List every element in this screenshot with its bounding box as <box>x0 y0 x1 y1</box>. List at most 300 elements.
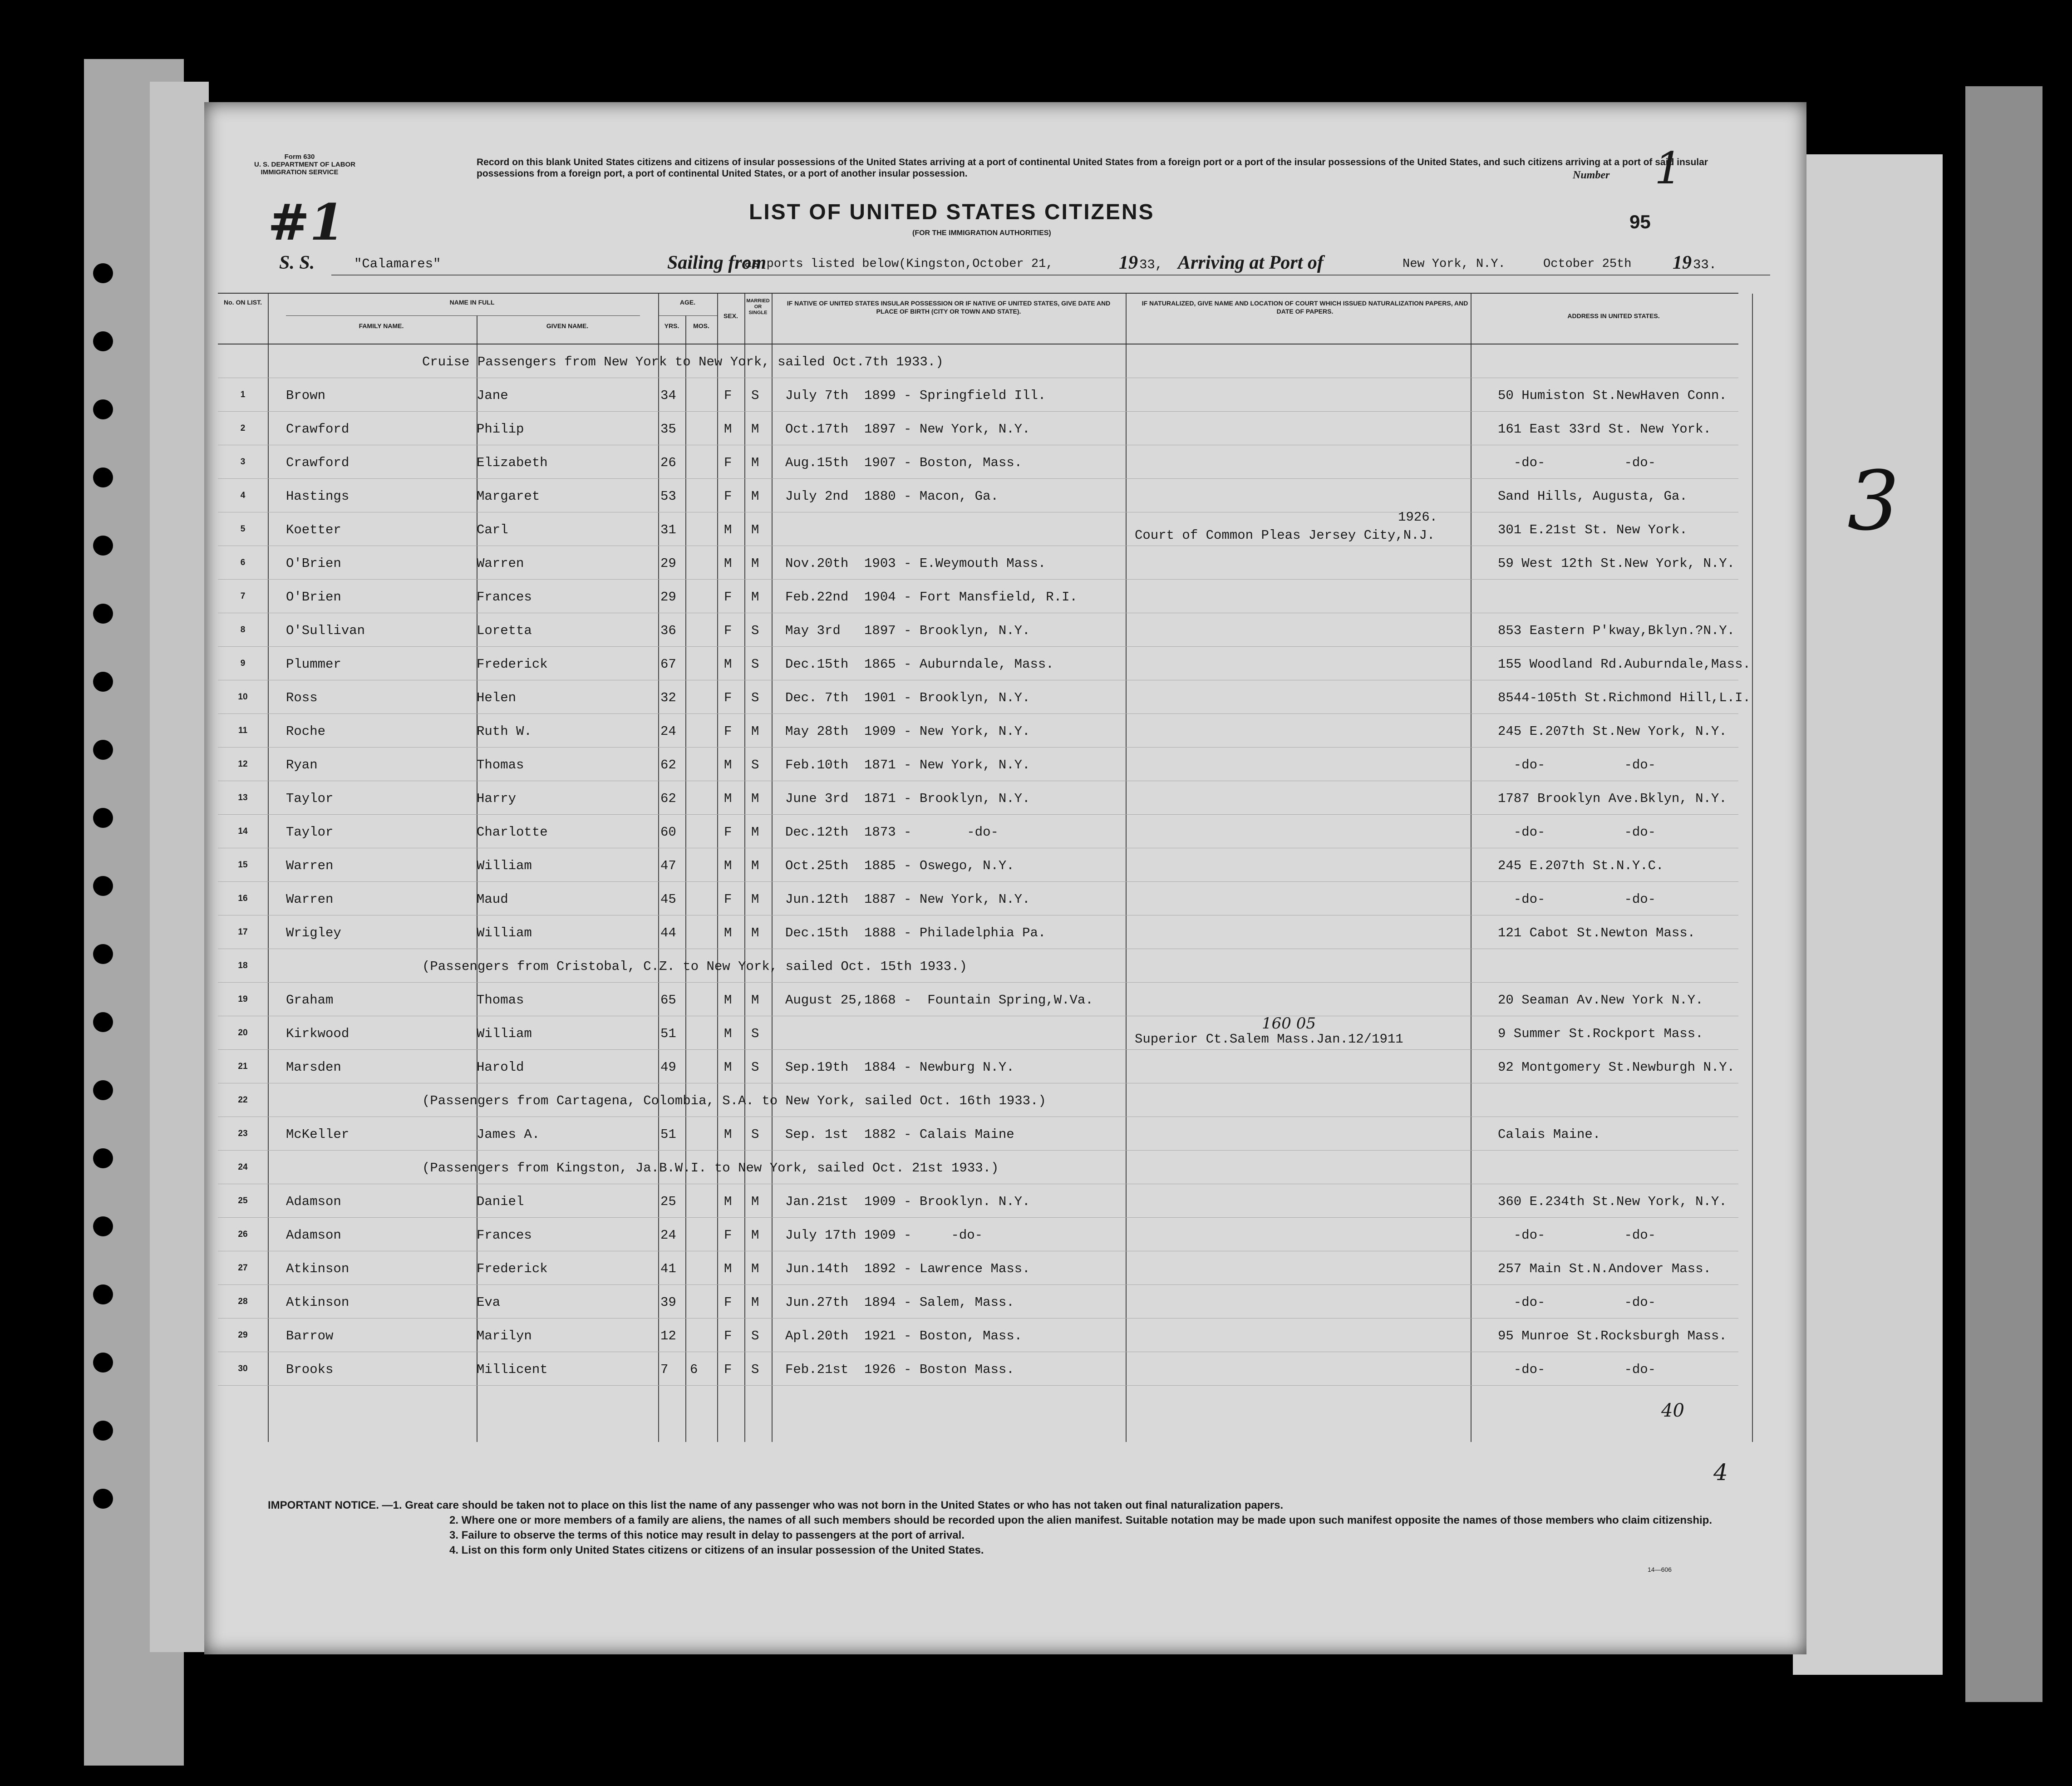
cell-ms: S <box>751 1060 759 1075</box>
row-number: 23 <box>238 1129 248 1138</box>
cell-family: O'Brien <box>286 556 341 571</box>
cell-yrs: 35 <box>660 422 676 437</box>
cell-birth: August 25,1868 - Fountain Spring,W.Va. <box>785 993 1093 1008</box>
table-row <box>218 445 1738 479</box>
cell-sex: M <box>724 422 732 437</box>
cell-ms: M <box>751 1194 759 1209</box>
cell-family: Hastings <box>286 489 349 504</box>
row-number: 8 <box>240 625 246 635</box>
section-row <box>218 949 1738 983</box>
cell-family: Barrow <box>286 1328 334 1343</box>
cell-family: Brown <box>286 388 326 403</box>
cell-sex: M <box>724 556 732 571</box>
table-row <box>218 1352 1738 1386</box>
cell-yrs: 12 <box>660 1328 676 1343</box>
cell-birth: Aug.15th 1907 - Boston, Mass. <box>785 455 1023 470</box>
col-married: MARRIED OR SINGLE <box>746 298 770 315</box>
row-number: 15 <box>238 860 248 870</box>
cell-given: Carl <box>477 522 508 537</box>
cell-sex: M <box>724 993 732 1008</box>
cell-address: 9 Summer St.Rockport Mass. <box>1498 1026 1703 1041</box>
cell-ms: M <box>751 724 759 739</box>
table-row <box>218 1218 1738 1251</box>
cell-ms: M <box>751 892 759 907</box>
cell-family: Ross <box>286 690 318 705</box>
cell-ms: M <box>751 1295 759 1310</box>
cell-sex: F <box>724 724 732 739</box>
cell-address: -do- -do- <box>1498 1362 1656 1377</box>
sailing-label: Sailing from <box>667 252 767 273</box>
arrival-year: 19 <box>1673 252 1692 273</box>
important-notice <box>268 1498 1747 1558</box>
department: U. S. DEPARTMENT OF LABOR <box>254 161 356 168</box>
number-label: Number <box>1573 169 1610 181</box>
cell-sex: M <box>724 657 732 672</box>
arriving-label: Arriving at Port of <box>1178 252 1324 273</box>
cell-address: -do- -do- <box>1498 1295 1656 1310</box>
row-number: 20 <box>238 1028 248 1038</box>
big-three-mark: 3 <box>1847 454 1900 549</box>
cell-nat: Superior Ct.Salem Mass.Jan.12/1911 <box>1135 1032 1403 1047</box>
table-row <box>218 1319 1738 1352</box>
cell-yrs: 36 <box>660 623 676 638</box>
cell-yrs: 34 <box>660 388 676 403</box>
cell-address: 121 Cabot St.Newton Mass. <box>1498 925 1696 940</box>
cell-family: Warren <box>286 892 334 907</box>
cell-address: -do- -do- <box>1498 1228 1656 1243</box>
cell-address: 1787 Brooklyn Ave.Bklyn, N.Y. <box>1498 791 1727 806</box>
cell-address: -do- -do- <box>1498 758 1656 772</box>
cell-family: Taylor <box>286 791 334 806</box>
cell-ms: M <box>751 489 759 504</box>
cell-yrs: 24 <box>660 724 676 739</box>
cell-family: Atkinson <box>286 1261 349 1276</box>
row-number: 14 <box>238 827 248 836</box>
table-rows <box>218 344 1751 1442</box>
cell-address: 92 Montgomery St.Newburgh N.Y. <box>1498 1060 1735 1075</box>
row-number: 4 <box>240 491 246 500</box>
cell-yrs: 32 <box>660 690 676 705</box>
cell-sex: M <box>724 1060 732 1075</box>
cell-yrs: 41 <box>660 1261 676 1276</box>
arrival-date: October 25th <box>1543 257 1632 271</box>
cell-family: McKeller <box>286 1127 349 1142</box>
cell-address: Sand Hills, Augusta, Ga. <box>1498 489 1688 504</box>
table-row <box>218 680 1751 714</box>
cell-address: 301 E.21st St. New York. <box>1498 522 1688 537</box>
table-row <box>218 1117 1738 1151</box>
cell-birth: Jun.27th 1894 - Salem, Mass. <box>785 1295 1014 1310</box>
cell-yrs: 45 <box>660 892 676 907</box>
table-row <box>218 1050 1738 1083</box>
cell-given: Philip <box>477 422 524 437</box>
cell-sex: F <box>724 1362 732 1377</box>
cell-given: Eva <box>477 1295 501 1310</box>
cell-given: Helen <box>477 690 517 705</box>
cell-sex: F <box>724 590 732 605</box>
cell-given: Maud <box>477 892 508 907</box>
cell-ms: M <box>751 590 759 605</box>
col-family: FAMILY NAME. <box>359 322 404 330</box>
notice-heading: IMPORTANT NOTICE. <box>268 1499 379 1511</box>
notice-item-3: 3. Failure to observe the terms of this notice may result in delay to passengers at the port of arrival. <box>449 1529 965 1541</box>
cell-ms: M <box>751 455 759 470</box>
cell-mos: 6 <box>690 1362 698 1377</box>
sailing-underline <box>331 275 1770 276</box>
cell-yrs: 24 <box>660 1228 676 1243</box>
cell-ms: S <box>751 623 759 638</box>
table-row <box>218 546 1738 580</box>
cell-given: Loretta <box>477 623 532 638</box>
cell-address: 8544-105th St.Richmond Hill,L.I. <box>1498 690 1751 705</box>
cell-given: Millicent <box>477 1362 548 1377</box>
cell-nat-year: 1926. <box>1398 510 1438 525</box>
cell-birth: Jan.21st 1909 - Brooklyn. N.Y. <box>785 1194 1030 1209</box>
cell-address: 50 Humiston St.NewHaven Conn. <box>1498 388 1727 403</box>
cell-yrs: 29 <box>660 556 676 571</box>
cell-sex: F <box>724 825 732 840</box>
cell-ms: S <box>751 1362 759 1377</box>
cell-address: 360 E.234th St.New York, N.Y. <box>1498 1194 1727 1209</box>
row-number: 24 <box>238 1162 248 1172</box>
cell-ms: S <box>751 690 759 705</box>
cell-given: Frances <box>477 590 532 605</box>
cell-birth: Sep. 1st 1882 - Calais Maine <box>785 1127 1014 1142</box>
ss-label: S. S. <box>279 252 315 273</box>
cell-yrs: 26 <box>660 455 676 470</box>
cell-family: Warren <box>286 858 334 873</box>
row-number: 25 <box>238 1196 248 1205</box>
cell-given: Warren <box>477 556 524 571</box>
row-number: 30 <box>238 1364 248 1373</box>
section-heading: (Passengers from Kingston, Ja.B.W.I. to New York, sailed Oct. 21st 1933.) <box>422 1161 999 1176</box>
cell-birth: Apl.20th 1921 - Boston, Mass. <box>785 1328 1023 1343</box>
cell-given: Margaret <box>477 489 540 504</box>
col-given: GIVEN NAME. <box>546 322 589 330</box>
naturalization-number: 160 05 <box>1262 1014 1316 1033</box>
cell-given: Thomas <box>477 758 524 772</box>
cell-yrs: 51 <box>660 1026 676 1041</box>
cell-address: 155 Woodland Rd.Auburndale,Mass. <box>1498 657 1751 672</box>
cell-ms: M <box>751 825 759 840</box>
ship-name: "Calamares" <box>354 256 441 271</box>
cell-yrs: 25 <box>660 1194 676 1209</box>
cell-yrs: 44 <box>660 925 676 940</box>
cell-given: William <box>477 925 532 940</box>
cell-sex: M <box>724 1127 732 1142</box>
col-name-in-full: NAME IN FULL <box>449 299 495 306</box>
document-subtitle: (FOR THE IMMIGRATION AUTHORITIES) <box>912 229 1051 237</box>
cell-address: 245 E.207th St.New York, N.Y. <box>1498 724 1727 739</box>
table-row <box>218 412 1738 445</box>
cell-birth: Jun.12th 1887 - New York, N.Y. <box>785 892 1030 907</box>
cell-given: Frederick <box>477 1261 548 1276</box>
cell-sex: F <box>724 388 732 403</box>
cell-yrs: 39 <box>660 1295 676 1310</box>
table-row <box>218 512 1738 546</box>
cell-birth: June 3rd 1871 - Brooklyn, N.Y. <box>785 791 1030 806</box>
row-number: 2 <box>240 423 246 433</box>
cell-sex: F <box>724 489 732 504</box>
section-heading: Cruise Passengers from New York to New York, sailed Oct.7th 1933.) <box>422 354 944 369</box>
cell-birth: Jun.14th 1892 - Lawrence Mass. <box>785 1261 1030 1276</box>
cell-given: Thomas <box>477 993 524 1008</box>
col-age: AGE. <box>679 299 696 306</box>
cell-yrs: 51 <box>660 1127 676 1142</box>
row-number: 11 <box>238 726 248 735</box>
cell-sex: F <box>724 1328 732 1343</box>
cell-ms: S <box>751 657 759 672</box>
table-row <box>218 882 1738 915</box>
cell-ms: M <box>751 993 759 1008</box>
row-number: 7 <box>240 591 246 601</box>
cell-sex: M <box>724 758 732 772</box>
notice-item-4: 4. List on this form only United States citizens or citizens of an insular possession of the United States. <box>449 1544 984 1556</box>
col-mos: MOS. <box>693 322 709 330</box>
cell-given: William <box>477 1026 532 1041</box>
form-id-block <box>254 153 356 176</box>
cell-sex: M <box>724 1261 732 1276</box>
row-number: 19 <box>238 994 248 1004</box>
cell-birth: Oct.17th 1897 - New York, N.Y. <box>785 422 1030 437</box>
col-address: ADDRESS IN UNITED STATES. <box>1567 312 1660 320</box>
cell-family: Ryan <box>286 758 318 772</box>
cell-address: -do- -do- <box>1498 825 1656 840</box>
cell-birth: July 17th 1909 - -do- <box>785 1228 983 1243</box>
cell-ms: M <box>751 1228 759 1243</box>
cell-sex: M <box>724 1026 732 1041</box>
col-birth: IF NATIVE OF UNITED STATES INSULAR POSSESSION OR IF NATIVE OF UNITED STATES, GIVE DATE AND PLACE OF BIRTH (CITY OR TOWN AND STATE). <box>787 300 1111 315</box>
table-row <box>218 1016 1738 1050</box>
cell-yrs: 49 <box>660 1060 676 1075</box>
table-row <box>218 748 1738 781</box>
number-value: 1 <box>1654 143 1683 194</box>
row-number: 6 <box>240 558 246 567</box>
cell-ms: M <box>751 858 759 873</box>
row-number: 16 <box>238 894 248 903</box>
cell-given: Harry <box>477 791 517 806</box>
cell-yrs: 29 <box>660 590 676 605</box>
cell-sex: F <box>724 892 732 907</box>
cell-address: -do- -do- <box>1498 455 1656 470</box>
section-row <box>218 1151 1738 1184</box>
notice-item-1: —1. Great care should be taken not to place on this list the name of any passenger who was not born in the United States or who has not taken out final naturalization papers. <box>382 1499 1284 1511</box>
col-naturalized: IF NATURALIZED, GIVE NAME AND LOCATION OF COURT WHICH ISSUED NATURALIZATION PAPERS, AND DATE OF PAPERS. <box>1142 300 1468 315</box>
row-number: 5 <box>240 524 246 534</box>
cell-birth: July 7th 1899 - Springfield Ill. <box>785 388 1046 403</box>
cell-ms: M <box>751 422 759 437</box>
page-four-mark: 4 <box>1713 1459 1728 1486</box>
notice-item-2: 2. Where one or more members of a family are aliens, the names of all such members should be recorded upon the alien manifest. Suitable notation may be made upon such manifest opposite the names of those members who claim citizenship. <box>449 1514 1712 1526</box>
cell-given: William <box>477 858 532 873</box>
table-row <box>218 815 1738 848</box>
bottom-count: 40 <box>1661 1400 1684 1421</box>
table-row <box>218 781 1738 815</box>
col-sex: SEX. <box>723 312 738 320</box>
cell-birth: Dec.15th 1888 - Philadelphia Pa. <box>785 925 1046 940</box>
table-row <box>218 580 1738 613</box>
cell-address: 59 West 12th St.New York, N.Y. <box>1498 556 1735 571</box>
row-number: 3 <box>240 457 246 467</box>
col-yrs: YRS. <box>664 322 679 330</box>
row-number: 21 <box>238 1062 248 1071</box>
table-row <box>218 915 1738 949</box>
cell-given: Frederick <box>477 657 548 672</box>
cell-family: Atkinson <box>286 1295 349 1310</box>
cell-address: 20 Seaman Av.New York N.Y. <box>1498 993 1703 1008</box>
cell-given: Ruth W. <box>477 724 532 739</box>
service: IMMIGRATION SERVICE <box>261 168 339 176</box>
cell-family: Wrigley <box>286 925 341 940</box>
cell-family: Plummer <box>286 657 341 672</box>
cell-given: James A. <box>477 1127 540 1142</box>
cell-birth: Feb.21st 1926 - Boston Mass. <box>785 1362 1014 1377</box>
table-row <box>218 647 1751 680</box>
under-sheet-right <box>1793 154 1943 1675</box>
cell-given: Harold <box>477 1060 524 1075</box>
cell-birth: Nov.20th 1903 - E.Weymouth Mass. <box>785 556 1046 571</box>
cell-given: Frances <box>477 1228 532 1243</box>
cell-sex: F <box>724 690 732 705</box>
right-backing-strip <box>1965 86 2042 1702</box>
cell-given: Daniel <box>477 1194 524 1209</box>
cell-birth: Dec.15th 1865 - Auburndale, Mass. <box>785 657 1054 672</box>
cell-ms: S <box>751 758 759 772</box>
manifest-page <box>204 102 1806 1654</box>
cell-nat: Court of Common Pleas Jersey City,N.J. <box>1135 528 1435 543</box>
cell-sex: M <box>724 858 732 873</box>
sailing-year: 19 <box>1119 252 1138 273</box>
row-number: 13 <box>238 793 248 802</box>
document-title: LIST OF UNITED STATES CITIZENS <box>749 200 1155 224</box>
cell-yrs: 60 <box>660 825 676 840</box>
cell-address: 257 Main St.N.Andover Mass. <box>1498 1261 1711 1276</box>
cell-address: -do- -do- <box>1498 892 1656 907</box>
row-number: 26 <box>238 1230 248 1239</box>
cell-yrs: 7 <box>660 1362 669 1377</box>
cell-yrs: 62 <box>660 758 676 772</box>
cell-birth: Oct.25th 1885 - Oswego, N.Y. <box>785 858 1014 873</box>
row-number: 22 <box>238 1095 248 1105</box>
cell-address: 161 East 33rd St. New York. <box>1498 422 1711 437</box>
cell-given: Charlotte <box>477 825 548 840</box>
notice-form-code: 14—606 <box>1648 1566 1672 1573</box>
cell-sex: F <box>724 1295 732 1310</box>
row-number: 18 <box>238 961 248 970</box>
record-instructions: Record on this blank United States citizens and citizens of insular possessions of the United States arriving at a port of continental United States from a foreign port or a port of the insular possessions of the United States, and such citizens arriving at a port of said insular possessions from a foreign port, a port of continental United States, or a port of another insular possession. <box>477 157 1708 179</box>
row-number: 29 <box>238 1330 248 1340</box>
row-number: 10 <box>238 692 248 702</box>
cell-yrs: 31 <box>660 522 676 537</box>
cell-given: Elizabeth <box>477 455 548 470</box>
cell-birth: July 2nd 1880 - Macon, Ga. <box>785 489 999 504</box>
cell-given: Marilyn <box>477 1328 532 1343</box>
cell-yrs: 67 <box>660 657 676 672</box>
cell-family: Roche <box>286 724 326 739</box>
col-no: No. ON LIST. <box>224 299 262 306</box>
sailing-from: as ports listed below(Kingston,October 21, <box>744 257 1053 271</box>
cell-family: Crawford <box>286 455 349 470</box>
row-number: 17 <box>238 927 248 937</box>
cell-family: O'Sullivan <box>286 623 365 638</box>
cell-sex: F <box>724 623 732 638</box>
cell-ms: M <box>751 791 759 806</box>
row-number: 9 <box>240 659 246 668</box>
under-sheet-left <box>150 82 209 1652</box>
table-row <box>218 378 1738 412</box>
cell-sex: M <box>724 1194 732 1209</box>
row-number: 28 <box>238 1297 248 1306</box>
cell-family: Koetter <box>286 522 341 537</box>
table-row <box>218 983 1738 1016</box>
section-heading: (Passengers from Cristobal, C.Z. to New York, sailed Oct. 15th 1933.) <box>422 959 967 974</box>
section-row <box>218 1083 1738 1117</box>
row-number: 27 <box>238 1263 248 1273</box>
cell-address: 245 E.207th St.N.Y.C. <box>1498 858 1664 873</box>
cell-sex: M <box>724 522 732 537</box>
cell-family: Adamson <box>286 1228 341 1243</box>
cell-address: 95 Munroe St.Rocksburgh Mass. <box>1498 1328 1727 1343</box>
sailing-year-suffix: 33, <box>1139 257 1163 272</box>
section-heading: (Passengers from Cartagena, Colombia, S.A. to New York, sailed Oct. 16th 1933.) <box>422 1093 1046 1108</box>
cell-birth: May 28th 1909 - New York, N.Y. <box>785 724 1030 739</box>
cell-family: Marsden <box>286 1060 341 1075</box>
cell-family: Crawford <box>286 422 349 437</box>
cell-family: Brooks <box>286 1362 334 1377</box>
cell-birth: Feb.22nd 1904 - Fort Mansfield, R.I. <box>785 590 1078 605</box>
table-row <box>218 1184 1738 1218</box>
hand-mark-number: #1 <box>268 193 345 251</box>
table-row <box>218 1251 1738 1285</box>
page-mark: 95 <box>1629 211 1651 232</box>
arrival-year-suffix: 33. <box>1693 257 1717 272</box>
cell-ms: S <box>751 1127 759 1142</box>
row-number: 12 <box>238 759 248 769</box>
cell-ms: M <box>751 925 759 940</box>
cell-yrs: 47 <box>660 858 676 873</box>
cell-address: 853 Eastern P'kway,Bklyn.?N.Y. <box>1498 623 1735 638</box>
cell-yrs: 53 <box>660 489 676 504</box>
table-row <box>218 714 1738 748</box>
cell-address: Calais Maine. <box>1498 1127 1601 1142</box>
cell-birth: Dec. 7th 1901 - Brooklyn, N.Y. <box>785 690 1030 705</box>
cell-sex: F <box>724 1228 732 1243</box>
cell-given: Jane <box>477 388 508 403</box>
form-number: Form 630 <box>284 153 315 161</box>
cell-ms: M <box>751 522 759 537</box>
cell-birth: Dec.12th 1873 - -do- <box>785 825 999 840</box>
arrival-port: New York, N.Y. <box>1403 257 1506 271</box>
cell-yrs: 65 <box>660 993 676 1008</box>
cell-family: Graham <box>286 993 334 1008</box>
cell-family: Kirkwood <box>286 1026 349 1041</box>
cell-ms: S <box>751 388 759 403</box>
cell-birth: May 3rd 1897 - Brooklyn, N.Y. <box>785 623 1030 638</box>
passenger-table <box>218 293 1751 1442</box>
cell-ms: S <box>751 1026 759 1041</box>
row-number: 1 <box>240 390 246 399</box>
cell-family: Adamson <box>286 1194 341 1209</box>
cell-sex: M <box>724 791 732 806</box>
cell-family: O'Brien <box>286 590 341 605</box>
section-row <box>218 344 1738 378</box>
cell-yrs: 62 <box>660 791 676 806</box>
cell-sex: M <box>724 925 732 940</box>
cell-sex: F <box>724 455 732 470</box>
cell-ms: S <box>751 1328 759 1343</box>
cell-ms: M <box>751 1261 759 1276</box>
table-row <box>218 848 1738 882</box>
